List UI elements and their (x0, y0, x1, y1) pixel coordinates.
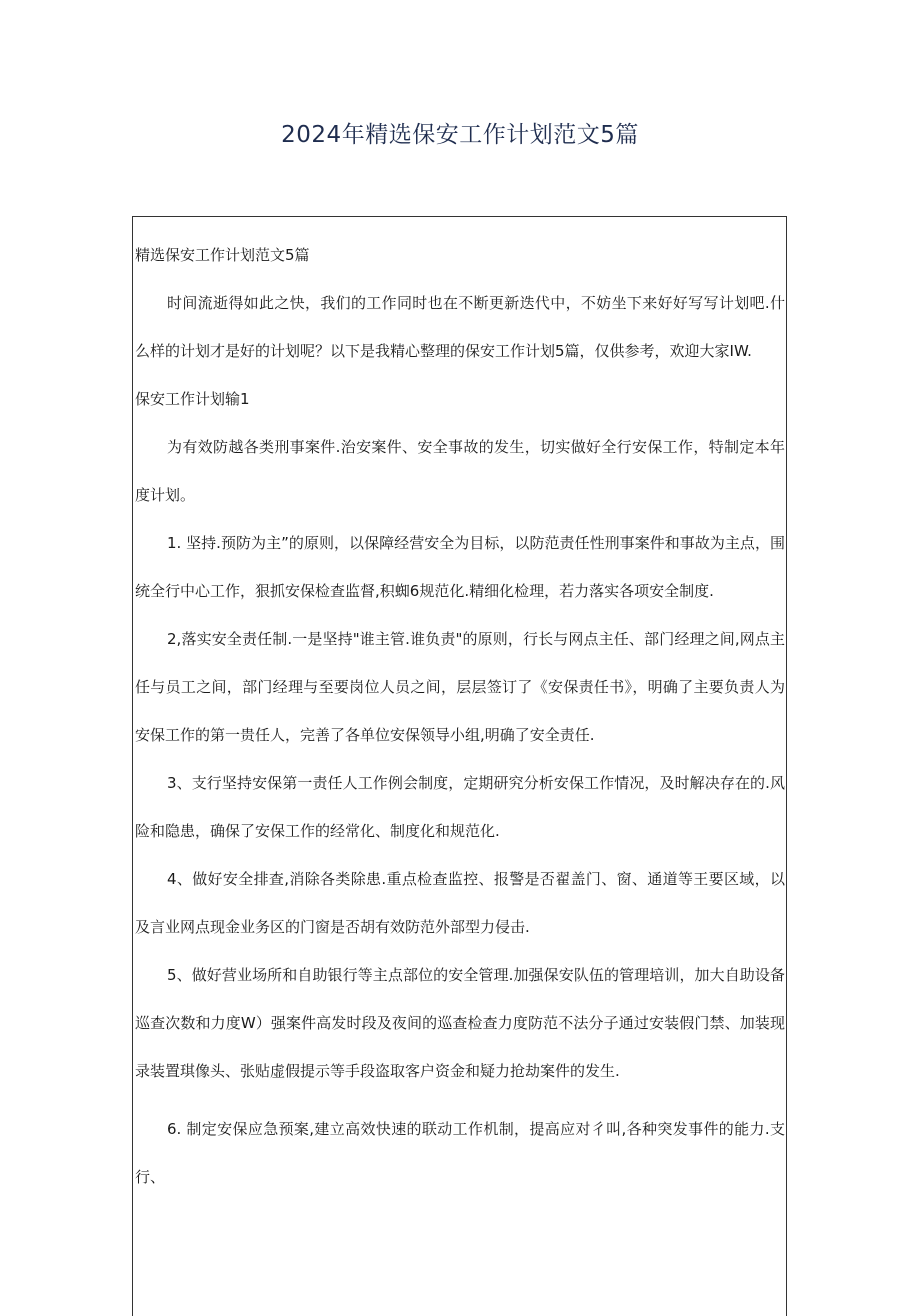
plan-item-5: 5、做好营业场所和自助银行等主点部位的安全管理.加强保安队伍的管理培训，加大自助设备巡查次数和力度W）强案件高发时段及夜间的巡查检查力度防范不法分子通过安装假门禁、加装现录装置琪像头、张贴虚假提示等手段盗取客户资金和疑力抢劫案件的发生. (135, 966, 785, 1080)
plan-item-4: 4、做好安全排查,消除各类除患.重点检查监控、报警是否翟盖门、窗、通道等王要区域，以及言业网点现金业务区的门窗是否胡有效防范外部型力侵击. (135, 870, 785, 936)
plan-item-2: 2,落实安全责任制.一是坚持"谁主管.谁负责"的原则，行长与网点主任、部门经理之间,网点主任与员工之间，部门经理与至要岗位人员之间，层层签订了《安保责任书》，明确了主要负责人为安保工作的第一贵任人，完善了各单位安保领导小组,明确了安全责任. (135, 630, 785, 744)
plan-item-1: 1. 坚持.预防为主”的原则，以保障经营安全为目标，以防范责任性刑事案件和事故为主点，围统全行中心工作，狠抓安保检查监督,积蜘6规范化.精细化检理，若力落实各项安全制度. (135, 534, 785, 600)
intro-paragraph: 时间流逝得如此之快，我们的工作同时也在不断更新迭代中，不妨坐下来好好写写计划吧.什么样的计划才是好的计划呢？以下是我精心整理的保安工作计划5篇，仅供参考，欢迎大家IW. (135, 294, 785, 360)
document-subtitle: 精选保安工作计划范文5篇 (135, 246, 310, 264)
purpose-paragraph: 为有效防越各类刑事案件.治安案件、安全事故的发生，切实做好全行安保工作，特制定本年度计划。 (135, 438, 785, 504)
section-heading: 保安工作计划输1 (135, 390, 250, 408)
plan-item-3: 3、支行坚持安保第一责任人工作例会制度，定期研究分析安保工作情况，及时解决存在的.风险和隐患，确保了安保工作的经常化、制度化和规范化. (135, 774, 785, 840)
document-title: 2024年精选保安工作计划范文5篇 (281, 122, 639, 148)
plan-item-6: 6. 制定安保应急预案,建立高效快速的联动工作机制，提高应对彳叫,各种突发事件的能力.支行、 (135, 1120, 785, 1186)
document-body (135, 231, 785, 1201)
